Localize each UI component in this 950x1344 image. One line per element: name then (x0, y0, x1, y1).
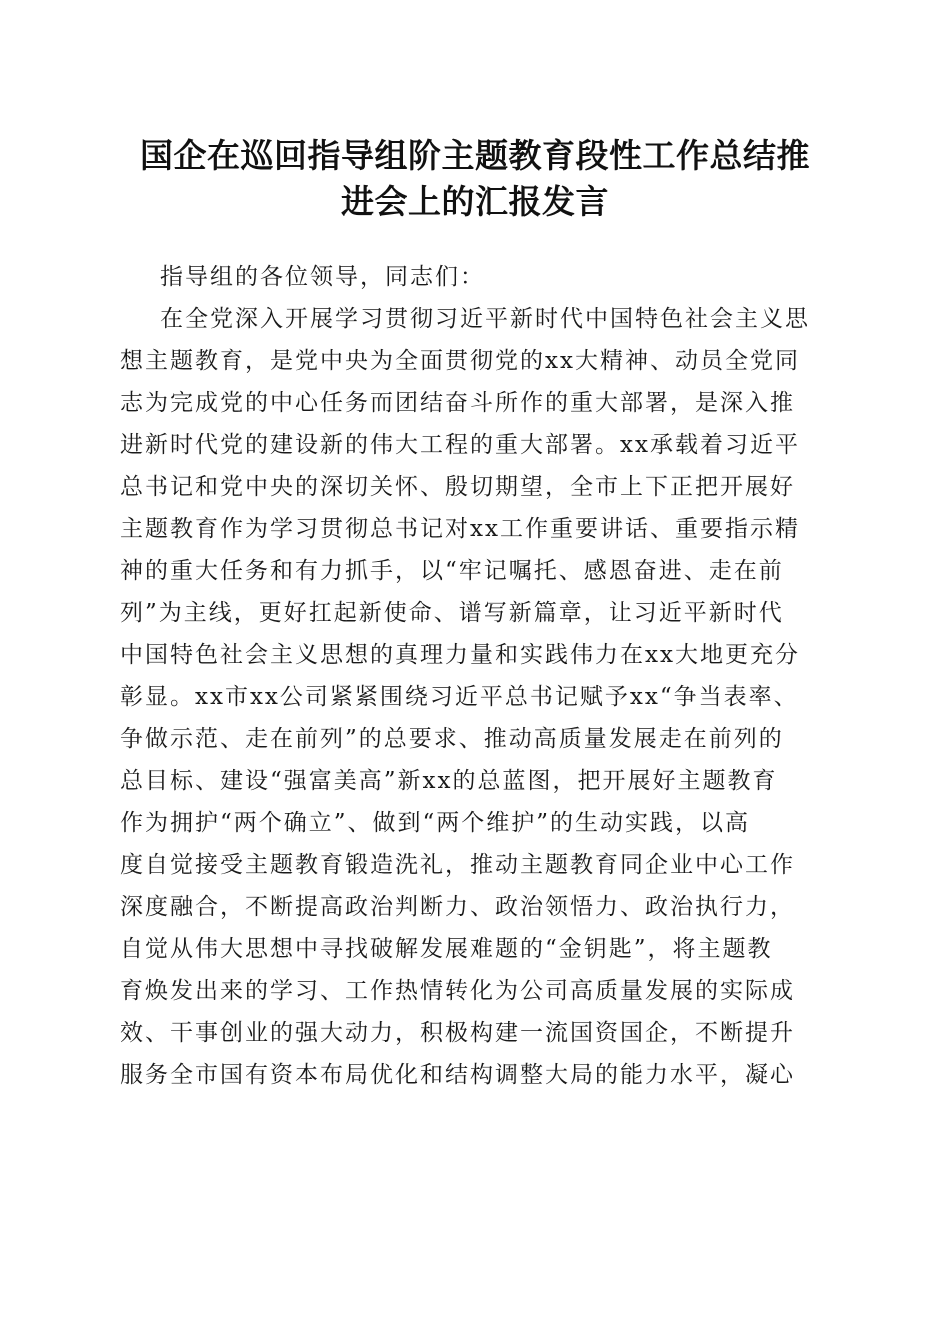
document-title (100, 133, 850, 225)
document-body (120, 256, 840, 1096)
paragraph-line: 志为完成党的中心任务而团结奋斗所作的重大部署，是深入推 (120, 390, 795, 416)
paragraph-line: 作为拥护“两个确立”、做到“两个维护”的生动实践，以高 (120, 810, 751, 836)
paragraph-line: 中国特色社会主义思想的真理力量和实践伟力在xx大地更充分 (120, 642, 800, 668)
paragraph-line: 育焕发出来的学习、工作热情转化为公司高质量发展的实际成 (120, 978, 795, 1004)
paragraph-line: 神的重大任务和有力抓手，以“牢记嘱托、感恩奋进、走在前 (120, 558, 784, 584)
paragraph-line: 效、干事创业的强大动力，积极构建一流国资国企，不断提升 (120, 1020, 795, 1046)
paragraph-line: 彰显。xx市xx公司紧紧围绕习近平总书记赋予xx“争当表率、 (120, 684, 799, 710)
title-line-2: 进会上的汇报发言 (341, 182, 609, 221)
salutation: 指导组的各位领导，同志们： (160, 264, 485, 290)
paragraph-line: 总目标、建设“强富美高”新xx的总蓝图，把开展好主题教育 (120, 768, 778, 794)
paragraph-line: 度自觉接受主题教育锻造洗礼，推动主题教育同企业中心工作 (120, 852, 795, 878)
paragraph-line: 总书记和党中央的深切关怀、殷切期望，全市上下正把开展好 (120, 474, 795, 500)
paragraph-line: 进新时代党的建设新的伟大工程的重大部署。xx承载着习近平 (120, 432, 800, 458)
paragraph-line: 深度融合，不断提高政治判断力、政治领悟力、政治执行力， (120, 894, 795, 920)
paragraph-line: 想主题教育，是党中央为全面贯彻党的xx大精神、动员全党同 (120, 348, 800, 374)
main-paragraph (120, 298, 840, 1096)
paragraph-line: 服务全市国有资本布局优化和结构调整大局的能力水平，凝心 (120, 1062, 795, 1088)
paragraph-line: 在全党深入开展学习贯彻习近平新时代中国特色社会主义思 (160, 306, 810, 332)
paragraph-line: 争做示范、走在前列”的总要求、推动高质量发展走在前列的 (120, 726, 784, 752)
paragraph-line: 列”为主线，更好扛起新使命、谱写新篇章，让习近平新时代 (120, 600, 784, 626)
paragraph-line: 主题教育作为学习贯彻总书记对xx工作重要讲话、重要指示精 (120, 516, 800, 542)
title-line-1: 国企在巡回指导组阶主题教育段性工作总结推 (140, 136, 810, 175)
paragraph-line: 自觉从伟大思想中寻找破解发展难题的“金钥匙”，将主题教 (120, 936, 773, 962)
